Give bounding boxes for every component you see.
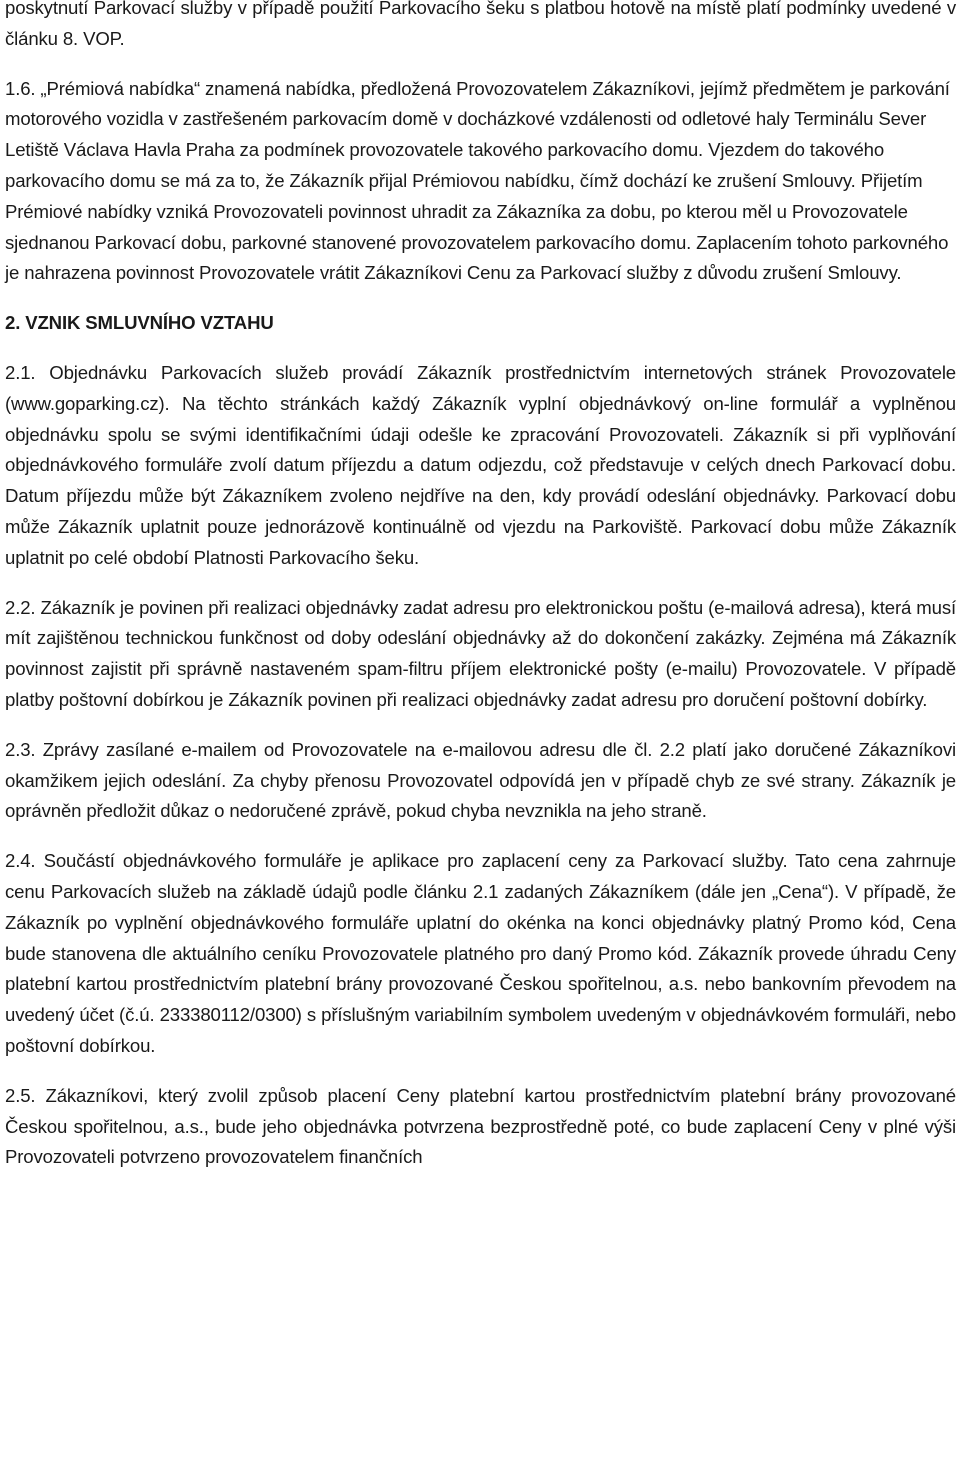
paragraph-2-3: 2.3. Zprávy zasílané e-mailem od Provozovatele na e-mailovou adresu dle čl. 2.2 platí jako doručené Zákazníkovi okamžikem jejich odeslání. Za chyby přenosu Provozovatel odpovídá jen v případě chyb ze své strany. Zákazník je oprávněn předložit důkaz o nedoručené zprávě, pokud chyba nevznikla na jeho straně. (5, 738, 956, 822)
intro-paragraph: poskytnutí Parkovací služby v případě použití Parkovacího šeku s platbou hotově na místě platí podmínky uvedené v článku 8. VOP. (5, 0, 956, 49)
paragraph-2-5: 2.5. Zákazníkovi, který zvolil způsob placení Ceny platební kartou prostřednictvím platební brány provozované Českou spořitelnou, a.s., bude jeho objednávka potvrzena bezprostředně poté, co bude zaplacení Ceny v plné výši Provozovateli potvrzeno provozovatelem finančních (5, 1084, 956, 1168)
paragraph-2-4: 2.4. Součástí objednávkového formuláře je aplikace pro zaplacení ceny za Parkovací služby. Tato cena zahrnuje cenu Parkovacích služeb na základě údajů podle článku 2.1 zadaných Zákazníkem (dále jen „Cena“). V případě, že Zákazník po vyplnění objednávkového formuláře uplatní do okénka na konci objednávky platný Promo kód, Cena bude stanovena dle aktuálního ceníku Provozovatele platného pro daný Promo kód. Zákazník provede úhradu Ceny platební kartou prostřednictvím platební brány provozované Českou spořitelnou, a.s. nebo bankovním převodem na uvedený účet (č.ú. 233380112/0300) s příslušným variabilním symbolem uvedeným v objednávkovém formuláři, nebo poštovní dobírkou. (5, 850, 956, 1056)
document-page (5, 0, 956, 1173)
paragraph-2-2: 2.2. Zákazník je povinen při realizaci objednávky zadat adresu pro elektronickou poštu (e-mailová adresa), která musí mít zajištěnou technickou funkčnost od doby odeslání objednávky až do dokončení zakázky. Zejména má Zákazník povinnost zajistit při správně nastaveném spam-filtru příjem elektronické pošty (e-mailu) Provozovatele. V případě platby poštovní dobírkou je Zákazník povinen při realizaci objednávky zadat adresu pro doručení poštovní dobírky. (5, 596, 956, 710)
paragraph-2-1: 2.1. Objednávku Parkovacích služeb provádí Zákazník prostřednictvím internetových stránek Provozovatele (www.goparking.cz). Na těchto stránkách každý Zákazník vyplní objednávkový on-line formulář a vyplněnou objednávku spolu se svými identifikačními údaji odešle ke zpracování Provozovateli. Zákazník si při vyplňování objednávkového formuláře zvolí datum příjezdu a datum odjezdu, což představuje v celých dnech Parkovací dobu. Datum příjezdu může být Zákazníkem zvoleno nejdříve na den, kdy provádí odeslání objednávky. Parkovací dobu může Zákazník uplatnit pouze jednorázově kontinuálně od vjezdu na Parkoviště. Parkovací dobu může Zákazník uplatnit po celé období Platnosti Parkovacího šeku. (5, 361, 956, 568)
paragraph-1-6: 1.6. „Prémiová nabídka“ znamená nabídka, předložená Provozovatelem Zákazníkovi, jejímž předmětem je parkování motorového vozidla v zastřešeném parkovacím domě v docházkové vzdálenosti od odletové haly Terminálu Sever Letiště Václava Havla Praha za podmínek provozovatele takového parkovacího domu. Vjezdem do takového parkovacího domu se má za to, že Zákazník přijal Prémiovou nabídku, čímž dochází ke zrušení Smlouvy. Přijetím Prémiové nabídky vzniká Provozovateli povinnost uhradit za Zákazníka za dobu, po kterou měl u Provozovatele sjednanou Parkovací dobu, parkovné stanovené provozovatelem parkovacího domu. Zaplacením tohoto parkovného je nahrazena povinnost Provozovatele vrátit Zákazníkovi Cenu za Parkovací služby z důvodu zrušení Smlouvy. (5, 77, 950, 284)
section-heading-2: 2. VZNIK SMLUVNÍHO VZTAHU (5, 312, 274, 334)
